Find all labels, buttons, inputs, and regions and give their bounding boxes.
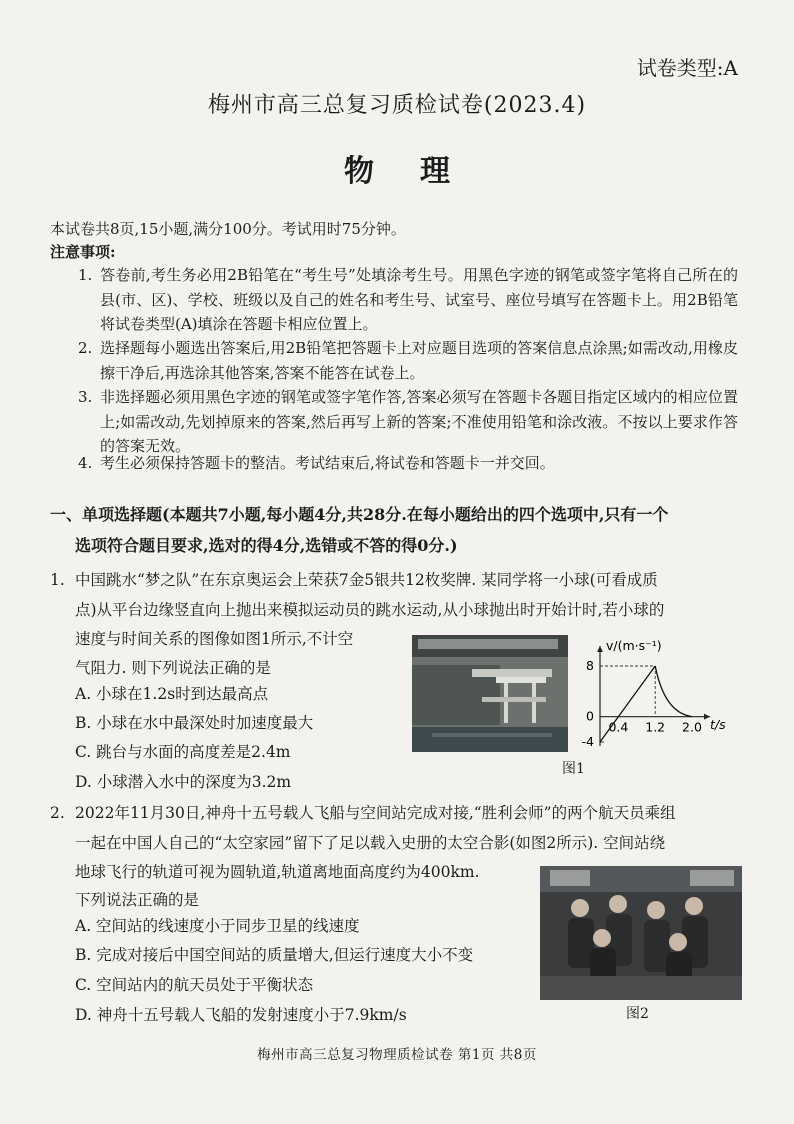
question-number: 1. bbox=[50, 571, 65, 589]
series-segment bbox=[618, 666, 655, 717]
notice-text: 选择题每小题选出答案后,用2B铅笔把答题卡上对应题目选项的答案信息点涂黑;如需改动,用橡皮擦干净后,再选涂其他答案,答案不能答在试卷上。 bbox=[100, 339, 738, 382]
notice-text: 考生必须保持答题卡的整洁。考试结束后,将试卷和答题卡一并交回。 bbox=[100, 454, 555, 472]
diving-platform-photo bbox=[412, 635, 568, 752]
section-heading-line1: 一、单项选择题(本题共7小题,每小题4分,共28分.在每小题给出的四个选项中,只有一个 bbox=[50, 505, 669, 524]
notice-text: 非选择题必须用黑色字迹的钢笔或签字笔作答,答案必须写在答题卡各题目指定区域内的相应位置上;如需改动,先划掉原来的答案,然后再写上新的答案;不准使用铅笔和涂改液。不按以上要求作答的答案无效。 bbox=[100, 388, 738, 455]
figure1-caption: 图1 bbox=[562, 761, 585, 777]
notice-text: 答卷前,考生务必用2B铅笔在“考生号”处填涂考生号。用黑色字迹的钢笔或签字笔将自己所在的县(市、区)、学校、班级以及自己的姓名和考生号、试室号、座位号填写在答题卡上。用2B铅笔将试卷类型(A)填涂在答题卡相应位置上。 bbox=[100, 266, 738, 333]
question-text: 2022年11月30日,神舟十五号载人飞船与空间站完成对接,“胜利会师”的两个航天员乘组 bbox=[75, 804, 676, 822]
notice-heading: 注意事项: bbox=[50, 243, 116, 261]
question-text: 地球飞行的轨道可视为圆轨道,轨道离地面高度约为400km. bbox=[75, 863, 480, 881]
option-d: D. 小球潜入水中的深度为3.2m bbox=[75, 773, 292, 791]
option-d: D. 神舟十五号载人飞船的发射速度小于7.9km/s bbox=[75, 1006, 407, 1024]
question-text: 下列说法正确的是 bbox=[75, 891, 200, 909]
astronaut-group-photo bbox=[540, 866, 742, 1000]
subject-title: 物理 bbox=[344, 154, 496, 189]
figure2-caption: 图2 bbox=[626, 1006, 649, 1022]
option-c: C. 跳台与水面的高度差是2.4m bbox=[75, 743, 291, 761]
notice-item bbox=[78, 451, 738, 476]
notice-number: 3. bbox=[78, 388, 93, 406]
question-text: 一起在中国人自己的“太空家园”留下了足以载入史册的太空合影(如图2所示). 空间站绕 bbox=[75, 834, 666, 852]
x-axis-label: t/s bbox=[710, 717, 726, 732]
option-a: A. 空间站的线速度小于同步卫星的线速度 bbox=[75, 917, 360, 935]
y-axis-label: v/(m·s⁻¹) bbox=[606, 638, 662, 653]
option-a: A. 小球在1.2s时到达最高点 bbox=[75, 685, 269, 703]
section-heading-line2: 选项符合题目要求,选对的得4分,选错或不答的得0分.) bbox=[75, 536, 458, 555]
option-c: C. 空间站内的航天员处于平衡状态 bbox=[75, 976, 314, 994]
y-tick-label: -4 bbox=[581, 734, 594, 749]
option-b: B. 小球在水中最深处时加速度最大 bbox=[75, 714, 314, 732]
exam-intro: 本试卷共8页,15小题,满分100分。考试用时75分钟。 bbox=[50, 220, 406, 238]
x-tick-label: 1.2 bbox=[645, 719, 666, 735]
notice-item bbox=[78, 385, 738, 459]
page-footer: 梅州市高三总复习物理质检试卷 第1页 共8页 bbox=[257, 1047, 537, 1063]
notice-number: 4. bbox=[78, 454, 93, 472]
series-segment-curve bbox=[655, 666, 692, 717]
question-text: 速度与时间关系的图像如图1所示,不计空 bbox=[75, 630, 354, 648]
exam-title: 梅州市高三总复习质检试卷(2023.4) bbox=[207, 93, 587, 118]
notice-number: 2. bbox=[78, 339, 93, 357]
notice-number: 1. bbox=[78, 266, 93, 284]
notice-item bbox=[78, 336, 738, 385]
question-text: 气阻力. 则下列说法正确的是 bbox=[75, 659, 271, 677]
paper-type-label: 试卷类型:A bbox=[636, 56, 738, 80]
notice-item bbox=[78, 263, 738, 337]
x-tick-label: 2.0 bbox=[682, 719, 702, 735]
y-tick-label: 8 bbox=[586, 658, 594, 673]
y-tick-label: 0 bbox=[586, 708, 594, 724]
x-tick-label: 0.4 bbox=[608, 719, 629, 735]
question-number: 2. bbox=[50, 804, 65, 822]
option-b: B. 完成对接后中国空间站的质量增大,但运行速度大小不变 bbox=[75, 946, 474, 964]
question-text: 点)从平台边缘竖直向上抛出来模拟运动员的跳水运动,从小球抛出时开始计时,若小球的 bbox=[75, 601, 665, 619]
question-text: 中国跳水“梦之队”在东京奥运会上荣获7金5银共12枚奖牌. 某同学将一小球(可看成质 bbox=[75, 571, 658, 589]
figure1-vt-graph bbox=[570, 630, 730, 760]
y-axis-arrow bbox=[597, 646, 603, 652]
